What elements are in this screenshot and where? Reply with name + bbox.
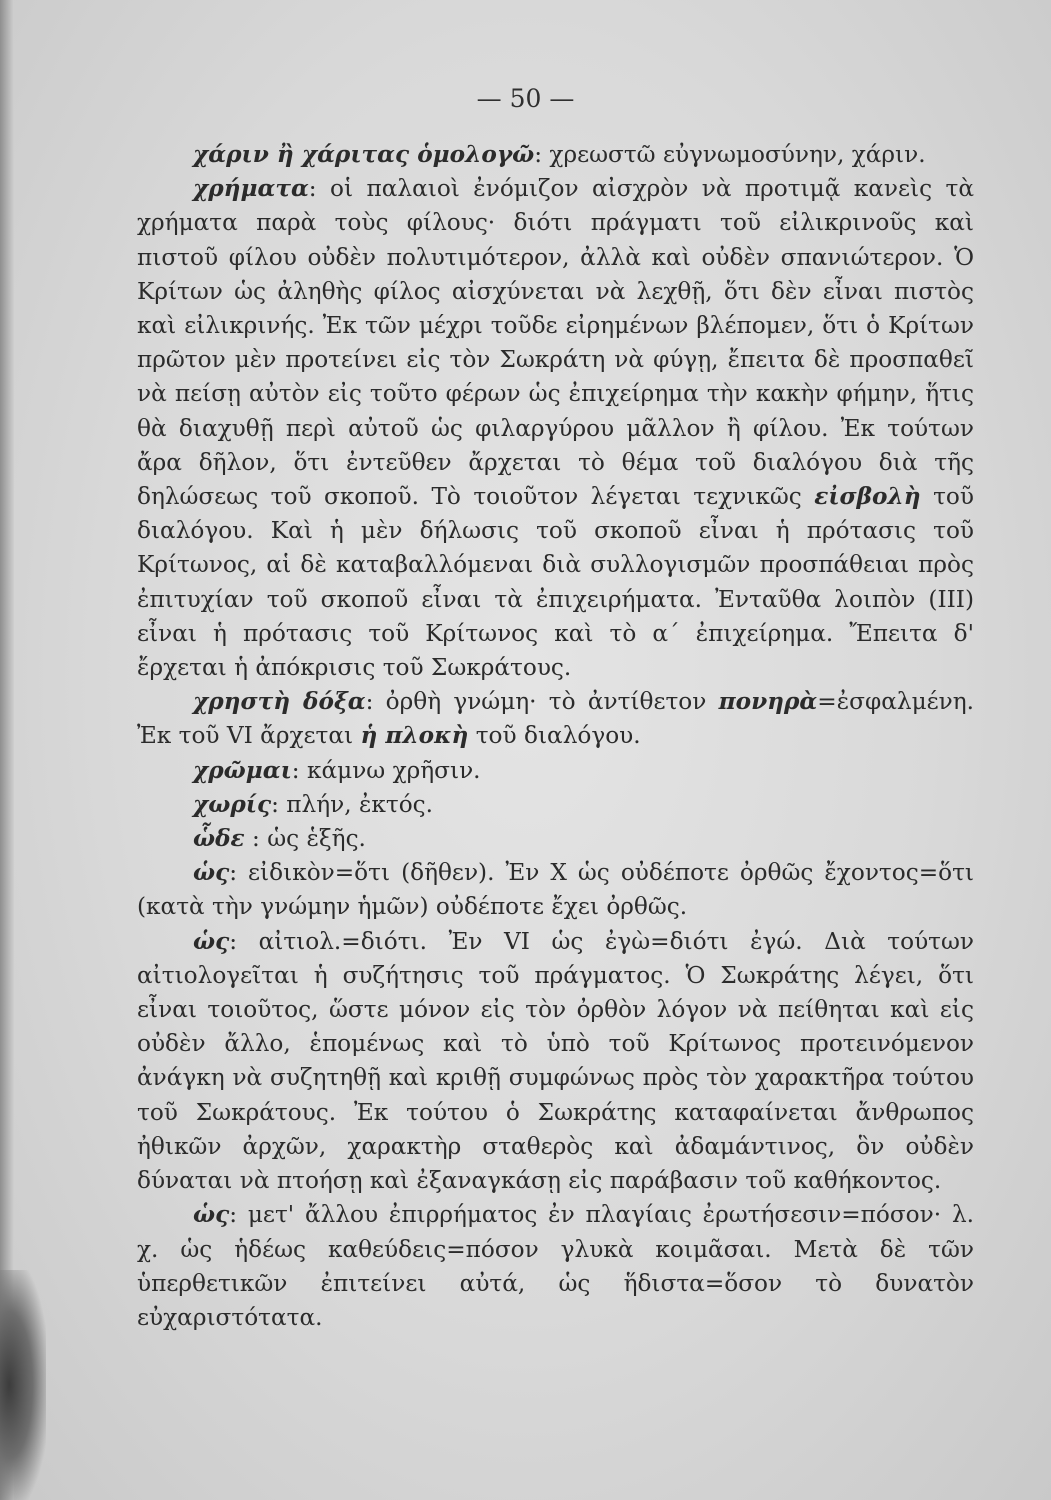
entry-term: ὡς — [193, 859, 230, 887]
entry-definition: εἰδικὸν=ὅτι (δῆθεν). Ἐν X ὡς οὐδέποτε ὀρθῶς ἔχοντος=ὅτι (κατὰ τὴν γνώμην ἡμῶν) οὐδέποτε ἔχει ὀρθῶς. — [137, 859, 975, 921]
entry-definition: ὀρθὴ γνώμη· τὸ ἀντίθετον — [385, 688, 707, 716]
entry-term: χάριν ἢ χάριτας ὁμολογῶ — [193, 141, 535, 168]
entry-term: ὡς — [193, 1201, 230, 1229]
entry-definition-cont: =ἐσφαλμένη. Ἐκ τοῦ VI ἄρχεται — [137, 688, 975, 750]
entry-definition: αἰτιολ.=διότι. Ἐν VI ὡς ἐγὼ=διότι ἐγώ. Διὰ τούτων αἰτιολογεῖται ἡ συζήτησις τοῦ πράγματος. Ὁ Σωκράτης λέγει, ὅτι εἶναι τοιοῦτος, ὥστε μόνον εἰς τὸν ὀρθὸν λόγον νὰ πείθηται καὶ εἰς οὐδὲν ἄλλο, ἑπομένως καὶ τὸ ὑπὸ τοῦ Κρίτωνος προτεινόμενον ἀνάγκη νὰ συζητηθῇ καὶ κριθῇ συμφώνως πρὸς τὸν χαρακτῆρα τούτου τοῦ Σωκράτους. Ἐκ τούτου ὁ Σωκράτης καταφαίνεται ἄνθρωπος ἠθικῶν ἀρχῶν, χαρακτὴρ σταθερὸς καὶ ἀδαμάντινος, ὃν οὐδὲν δύναται νὰ πτοήσῃ καὶ ἐξαναγκάσῃ εἰς παράβασιν τοῦ καθήκοντος. — [137, 927, 975, 1195]
entry-definition: οἱ παλαιοὶ ἐνόμιζον αἰσχρὸν νὰ προτιμᾷ κανεὶς τὰ χρήματα παρὰ τοὺς φίλους· διότι πράγματι τοῦ εἰλικρινοῦς καὶ πιστοῦ φίλου οὐδὲν πολυτιμότερον, ἀλλὰ καὶ οὐδὲν σπανιώτερον. Ὁ Κρίτων ὡς ἀληθὴς φίλος αἰσχύνεται νὰ λεχθῇ, ὅτι δὲν εἶναι πιστὸς καὶ εἰλικρινής. Ἐκ τῶν μέχρι τοῦδε εἰρημένων βλέπομεν, ὅτι ὁ Κρίτων πρῶτον μὲν προτείνει εἰς τὸν Σωκράτη νὰ φύγῃ, ἔπειτα δὲ προσπαθεῖ νὰ πείσῃ αὐτὸν εἰς τοῦτο φέρων ὡς ἐπιχείρημα τὴν κακὴν φήμην, ἥτις θὰ διαχυθῇ περὶ αὐτοῦ ὡς φιλαργύρου μᾶλλον ἢ φίλου. Ἐκ τούτων ἄρα δῆλον, ὅτι ἐντεῦθεν ἄρχεται τὸ θέμα τοῦ διαλόγου διὰ τῆς δηλώσεως τοῦ σκοποῦ. Τὸ τοιοῦτον λέγεται τεχνικῶς — [137, 175, 975, 511]
emphasis-term: εἰσβολὴ — [814, 483, 921, 511]
binding-stain — [0, 1270, 46, 1500]
entry-hos-2: ὡς: αἰτιολ.=διότι. Ἐν VI ὡς ἐγὼ=διότι ἐγώ. Διὰ τούτων αἰτιολογεῖται ἡ συζήτησις τοῦ πράγματος. Ὁ Σωκράτης λέγει, ὅτι εἶναι τοιοῦτος, ὥστε μόνον εἰς τὸν ὀρθὸν λόγον νὰ πείθηται καὶ εἰς οὐδὲν ἄλλο, ἑπομένως καὶ τὸ ὑπὸ τοῦ Κρίτωνος προτεινόμενον ἀνάγκη νὰ συζητηθῇ καὶ κριθῇ συμφώνως πρὸς τὸν χαρακτῆρα τούτου τοῦ Σωκράτους. Ἐκ τούτου ὁ Σωκράτης καταφαίνεται ἄνθρωπος ἠθικῶν ἀρχῶν, χαρακτὴρ σταθερὸς καὶ ἀδαμάντινος, ὃν οὐδὲν δύναται νὰ πτοήσῃ καὶ ἐξαναγκάσῃ εἰς παράβασιν τοῦ καθήκοντος. — [137, 927, 975, 1195]
entry-term: χρήματα — [193, 175, 309, 203]
entry-definition-cont: τοῦ διαλόγου. Καὶ ἡ μὲν δήλωσις τοῦ σκοποῦ εἶναι ἡ πρότασις τοῦ Κρίτωνος, αἱ δὲ καταβαλλόμεναι διὰ συλλογισμῶν προσπάθειαι πρὸς ἐπιτυχίαν τοῦ σκοποῦ εἶναι τὰ ἐπιχειρήματα. Ἐνταῦθα λοιπὸν (III) εἶναι ἡ πρότασις τοῦ Κρίτωνος καὶ τὸ α΄ ἐπιχείρημα. Ἔπειτα δ' ἔρχεται ἡ ἀπόκρισις τοῦ Σωκράτους. — [137, 483, 974, 682]
emphasis-term: πονηρὰ — [718, 688, 818, 716]
entry-hos-1: ὡς: εἰδικὸν=ὅτι (δῆθεν). Ἐν X ὡς οὐδέποτε ὀρθῶς ἔχοντος=ὅτι (κατὰ τὴν γνώμην ἡμῶν) οὐδέποτε ἔχει ὀρθῶς. — [137, 859, 975, 921]
entry-term: χρῶμαι — [193, 756, 292, 784]
entry-charin: χάριν ἢ χάριτας ὁμολογῶ: χρεωστῶ εὐγνωμοσύνην, χάριν. — [193, 141, 926, 168]
entry-definition: χρεωστῶ εὐγνωμοσύνην, χάριν. — [549, 141, 926, 168]
entry-definition: ὡς ἑξῆς. — [267, 825, 366, 853]
entry-hos-3: ὡς: μετ' ἄλλου ἐπιρρήματος ἐν πλαγίαις ἐρωτήσεσιν=πόσον· λ. χ. ὡς ἡδέως καθεύδεις=πόσον γλυκὰ κοιμᾶσαι. Μετὰ δὲ τῶν ὑπερθετικῶν ἐπιτείνει αὐτά, ὡς ἥδιστα=ὅσον τὸ δυνατὸν εὐχαριστότατα. — [137, 1201, 975, 1331]
emphasis-term: ἡ πλοκὴ — [360, 722, 469, 750]
entry-choris: χωρίς: πλήν, ἐκτός. — [193, 790, 434, 818]
entry-term: χρηστὴ δόξα — [193, 688, 366, 716]
entry-chreste-doxa: χρηστὴ δόξα: ὀρθὴ γνώμη· τὸ ἀντίθετον πονηρὰ=ἐσφαλμένη. Ἐκ τοῦ VI ἄρχεται ἡ πλοκὴ τοῦ διαλόγου. — [137, 688, 975, 750]
entry-definition: κάμνω χρῆσιν. — [306, 756, 481, 784]
entry-definition: πλήν, ἐκτός. — [286, 790, 434, 818]
entry-definition: μετ' ἄλλου ἐπιρρήματος ἐν πλαγίαις ἐρωτήσεσιν=πόσον· λ. χ. ὡς ἡδέως καθεύδεις=πόσον γλυκὰ κοιμᾶσαι. Μετὰ δὲ τῶν ὑπερθετικῶν ἐπιτείνει αὐτά, ὡς ἥδιστα=ὅσον τὸ δυνατὸν εὐχαριστότατα. — [137, 1201, 975, 1331]
entry-term: ὧδε — [193, 825, 245, 853]
entry-chromai: χρῶμαι: κάμνω χρῆσιν. — [193, 756, 481, 784]
entry-definition-cont: τοῦ διαλόγου. — [475, 722, 641, 750]
entry-term: ὡς — [193, 927, 230, 955]
entry-term: χωρίς — [193, 790, 272, 818]
page-number: — 50 — — [476, 84, 575, 113]
glossary-text — [137, 138, 974, 1335]
entry-hode: ὧδε : ὡς ἑξῆς. — [193, 825, 366, 853]
entry-chremata: χρήματα: οἱ παλαιοὶ ἐνόμιζον αἰσχρὸν νὰ προτιμᾷ κανεὶς τὰ χρήματα παρὰ τοὺς φίλους· διότι πράγματι τοῦ εἰλικρινοῦς καὶ πιστοῦ φίλου οὐδὲν πολυτιμότερον, ἀλλὰ καὶ οὐδὲν σπανιώτερον. Ὁ Κρίτων ὡς ἀληθὴς φίλος αἰσχύνεται νὰ λεχθῇ, ὅτι δὲν εἶναι πιστὸς καὶ εἰλικρινής. Ἐκ τῶν μέχρι τοῦδε εἰρημένων βλέπομεν, ὅτι ὁ Κρίτων πρῶτον μὲν προτείνει εἰς τὸν Σωκράτη νὰ φύγῃ, ἔπειτα δὲ προσπαθεῖ νὰ πείσῃ αὐτὸν εἰς τοῦτο φέρων ὡς ἐπιχείρημα τὴν κακὴν φήμην, ἥτις θὰ διαχυθῇ περὶ αὐτοῦ ὡς φιλαργύρου μᾶλλον ἢ φίλου. Ἐκ τούτων ἄρα δῆλον, ὅτι ἐντεῦθεν ἄρχεται τὸ θέμα τοῦ διαλόγου διὰ τῆς δηλώσεως τοῦ σκοποῦ. Τὸ τοιοῦτον λέγεται τεχνικῶς εἰσβολὴ τοῦ διαλόγου. Καὶ ἡ μὲν δήλωσις τοῦ σκοποῦ εἶναι ἡ πρότασις τοῦ Κρίτωνος, αἱ δὲ καταβαλλόμεναι διὰ συλλογισμῶν προσπάθειαι πρὸς ἐπιτυχίαν τοῦ σκοποῦ εἶναι τὰ ἐπιχειρήματα. Ἐνταῦθα λοιπὸν (III) εἶναι ἡ πρότασις τοῦ Κρίτωνος καὶ τὸ α΄ ἐπιχείρημα. Ἔπειτα δ' ἔρχεται ἡ ἀπόκρισις τοῦ Σωκράτους. — [137, 175, 975, 682]
